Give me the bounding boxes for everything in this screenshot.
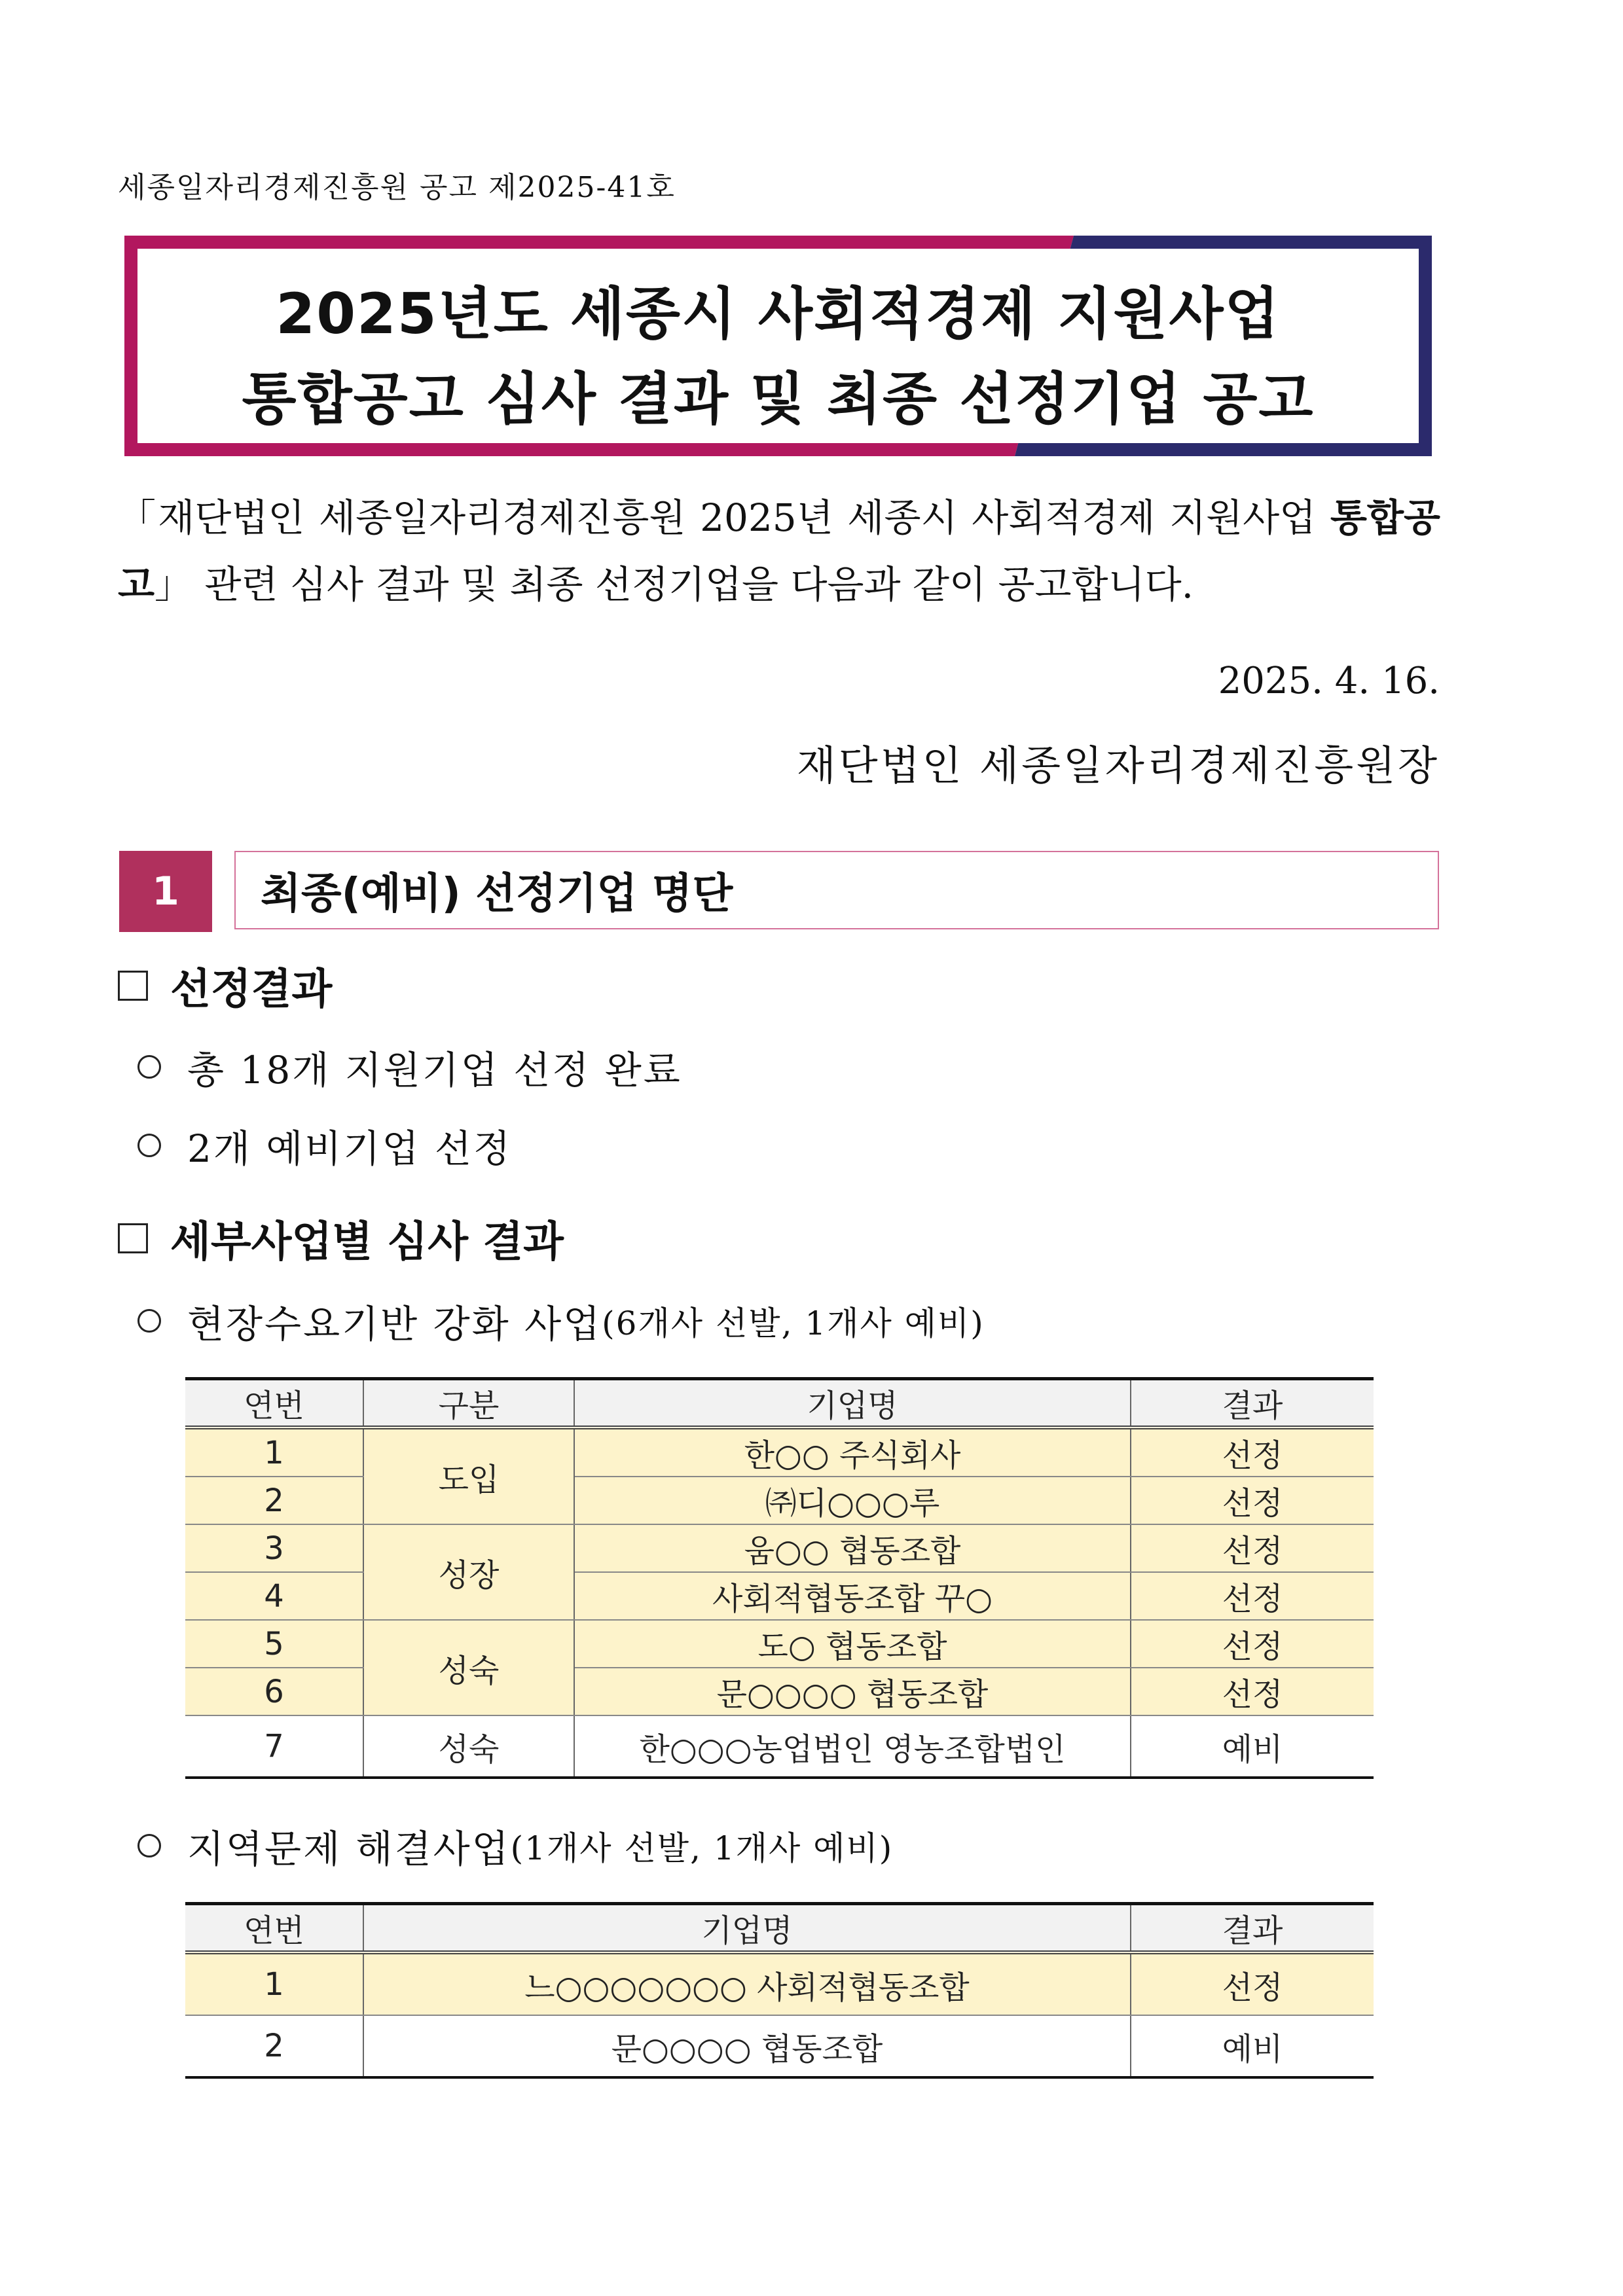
row-company: 한○○○농업법인 영농조합법인: [574, 1715, 1131, 1778]
detail-heading-text: 세부사업별 심사 결과: [170, 1218, 564, 1266]
row-no: 3: [185, 1524, 363, 1572]
title-banner: [124, 236, 1432, 456]
square-bullet-icon: [118, 971, 148, 1001]
square-bullet-icon: [118, 1223, 148, 1253]
row-company: 문○○○○ 협동조합: [363, 2015, 1131, 2077]
row-category: 성장: [363, 1524, 574, 1620]
program1-note: (6개사 선발, 1개사 예비): [602, 1304, 985, 1342]
row-result: 선정: [1131, 1524, 1374, 1572]
signer: 재단법인 세종일자리경제진흥원장: [796, 742, 1440, 789]
program2-heading: [137, 1818, 893, 1873]
row-no: 7: [185, 1715, 363, 1778]
results-item-text: 총 18개 지원기업 선정 완료: [187, 1048, 682, 1092]
row-no: 4: [185, 1572, 363, 1620]
row-result: 선정: [1131, 1477, 1374, 1524]
table-row: [185, 1620, 1374, 1668]
row-result: 예비: [1131, 2015, 1374, 2077]
header-category: 구분: [363, 1379, 574, 1428]
header-result: 결과: [1131, 1379, 1374, 1428]
table-row: [185, 1524, 1374, 1572]
program1-title: 현장수요기반 강화 사업: [187, 1302, 602, 1346]
header-no: 연번: [185, 1379, 363, 1428]
row-result: 예비: [1131, 1715, 1374, 1778]
table-header-row: [185, 1379, 1374, 1428]
row-company: 사회적협동조합 꾸○: [574, 1572, 1131, 1620]
title-line-2: 통합공고 심사 결과 및 최종 선정기업 공고: [242, 367, 1315, 432]
row-no: 6: [185, 1668, 363, 1715]
row-category: 도입: [363, 1427, 574, 1524]
row-company: 느○○○○○○○ 사회적협동조합: [363, 1952, 1131, 2015]
detail-heading: [118, 1208, 564, 1268]
results-item: [137, 1118, 512, 1173]
row-no: 1: [185, 1427, 363, 1477]
section-title: 최종(예비) 선정기업 명단: [234, 851, 1439, 929]
announcement-date: 2025. 4. 16.: [1218, 660, 1440, 702]
program2-title: 지역문제 해결사업: [187, 1827, 511, 1871]
table-row-reserve: [185, 2015, 1374, 2077]
row-result: 선정: [1131, 1572, 1374, 1620]
intro-bold-text: 통합공고: [118, 495, 1441, 607]
results-heading-text: 선정결과: [170, 965, 333, 1014]
title-line-1: 2025년도 세종시 사회적경제 지원사업: [276, 281, 1281, 347]
circle-bullet-icon: [137, 1309, 161, 1333]
row-company: 문○○○○ 협동조합: [574, 1668, 1131, 1715]
results-item-text: 2개 예비기업 선정: [187, 1126, 512, 1171]
header-no: 연번: [185, 1904, 363, 1953]
row-company: 도○ 협동조합: [574, 1620, 1131, 1668]
row-no: 1: [185, 1952, 363, 2015]
table-header-row: [185, 1904, 1374, 1953]
circle-bullet-icon: [137, 1834, 161, 1857]
row-result: 선정: [1131, 1620, 1374, 1668]
row-no: 2: [185, 1477, 363, 1524]
table-row: [185, 1952, 1374, 2015]
row-company: 움○○ 협동조합: [574, 1524, 1131, 1572]
header-result: 결과: [1131, 1904, 1374, 1953]
intro-text-2: 」 관련 심사 결과 및 최종 선정기업을 다음과 같이 공고합니다.: [155, 562, 1194, 607]
circle-bullet-icon: [137, 1055, 161, 1079]
program1-heading: [137, 1293, 985, 1348]
circle-bullet-icon: [137, 1134, 161, 1157]
intro-paragraph: [118, 484, 1440, 618]
table-row: [185, 1427, 1374, 1477]
results-item: [137, 1039, 682, 1094]
notice-number: 세종일자리경제진흥원 공고 제2025-41호: [118, 171, 676, 204]
row-result: 선정: [1131, 1952, 1374, 2015]
row-company: ㈜디○○○루: [574, 1477, 1131, 1524]
row-no: 2: [185, 2015, 363, 2077]
program1-table: [185, 1377, 1374, 1779]
program2-note: (1개사 선발, 1개사 예비): [510, 1829, 894, 1867]
table-row-reserve: [185, 1715, 1374, 1778]
header-company: 기업명: [574, 1379, 1131, 1428]
results-heading: [118, 956, 332, 1016]
row-result: 선정: [1131, 1668, 1374, 1715]
row-category: 성숙: [363, 1715, 574, 1778]
row-no: 5: [185, 1620, 363, 1668]
row-category: 성숙: [363, 1620, 574, 1715]
program2-table: [185, 1902, 1374, 2079]
row-company: 한○○ 주식회사: [574, 1427, 1131, 1477]
header-company: 기업명: [363, 1904, 1131, 1953]
section-number: 1: [119, 851, 212, 932]
row-result: 선정: [1131, 1427, 1374, 1477]
intro-text-1: 「재단법인 세종일자리경제진흥원 2025년 세종시 사회적경제 지원사업: [118, 495, 1317, 540]
